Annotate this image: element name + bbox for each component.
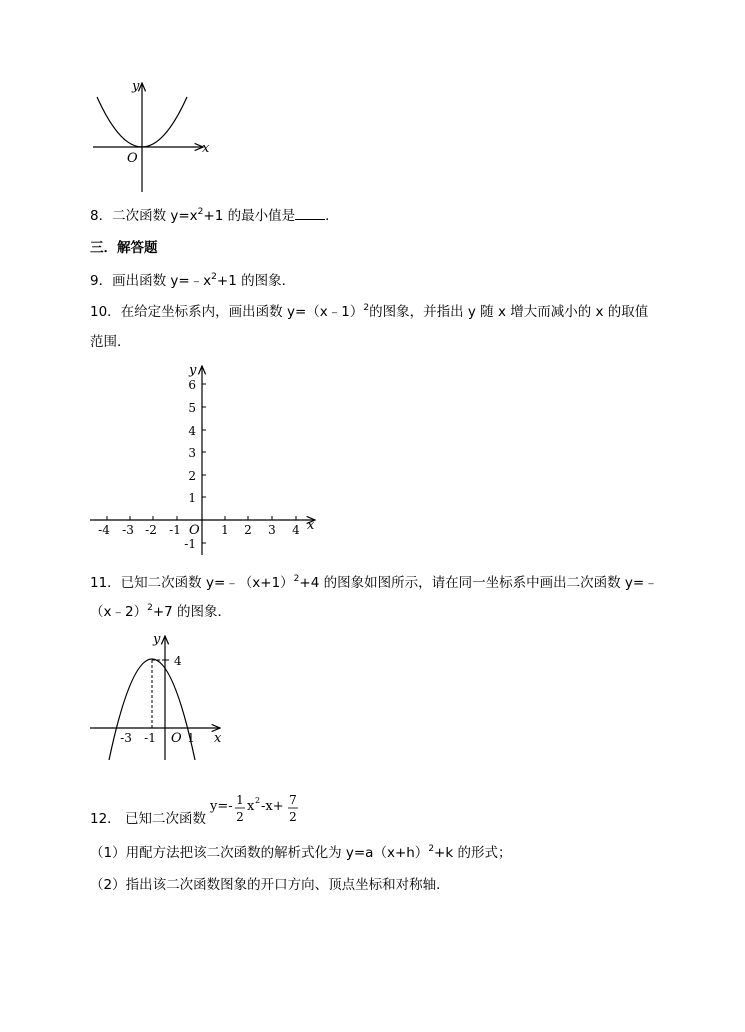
x-tick-label: -2 — [145, 523, 157, 537]
question-10-line2: 范围． — [90, 334, 131, 350]
y-tick-label: 3 — [188, 446, 196, 460]
svg-text:-x+: -x+ — [261, 799, 284, 814]
x-tick-label: 1 — [221, 523, 229, 537]
x-axis-label: x — [307, 518, 315, 533]
answer-blank[interactable] — [295, 207, 325, 220]
question-12: 12． 已知二次函数 — [90, 811, 206, 827]
graph-parabola-downward — [85, 630, 235, 765]
x-axis-label: x — [202, 141, 210, 156]
y-tick-label: 5 — [188, 401, 196, 415]
svg-text:2: 2 — [236, 810, 244, 824]
question-8: 8．二次函数 $y=x^2+1$ 的最小值是 ． — [90, 207, 339, 224]
y-tick-label: 6 — [188, 378, 196, 392]
x-tick-label: 3 — [268, 523, 276, 537]
y-tick-label: -1 — [184, 537, 196, 551]
question-11-line2: （x﹣2）$^2$+7 的图象． — [90, 603, 232, 620]
x-axis-label: x — [214, 731, 222, 746]
question-9: 9．画出函数 $y=﹣x^2+1$ 的图象． — [90, 272, 296, 289]
x-tick-label: -1 — [169, 523, 181, 537]
y-ticks — [202, 384, 206, 543]
origin-label: O — [127, 151, 138, 166]
y-tick-label: 2 — [188, 469, 196, 483]
y-tick-label: 1 — [188, 491, 196, 505]
x-tick-label: -3 — [120, 731, 132, 745]
y-tick-label: 4 — [188, 424, 196, 438]
origin-label: O — [189, 523, 200, 538]
y-tick-label: 4 — [174, 654, 182, 668]
x-tick-label: 4 — [292, 523, 300, 537]
x-tick-label: 1 — [187, 731, 195, 745]
x-tick-label: 2 — [244, 523, 252, 537]
x-tick-label: -1 — [144, 731, 156, 745]
y-axis-label: y — [132, 79, 140, 94]
y-axis-label: y — [189, 363, 197, 378]
svg-text:7: 7 — [289, 793, 297, 807]
x-tick-label: -3 — [122, 523, 134, 537]
x-tick-label: -4 — [98, 523, 110, 537]
graph-coordinate-system — [85, 362, 325, 562]
origin-label: O — [171, 731, 182, 746]
svg-text:x: x — [247, 799, 255, 814]
graph-parabola-upward — [85, 75, 225, 205]
question-11-line1: 11．已知二次函数 $y=﹣(x+1)^2+4$ 的图象如图所示，请在同一坐标系中画出二次函数 y=﹣ — [90, 574, 658, 591]
question-12-part2: （2）指出该二次函数图象的开口方向、顶点坐标和对称轴． — [90, 877, 450, 893]
svg-text:y=-: y=- — [210, 799, 233, 814]
question-12-part1: （1）用配方法把该二次函数的解析式化为 $y=a(x+h)^2+k$ 的形式； — [90, 844, 512, 861]
y-axis-label: y — [153, 632, 161, 647]
svg-text:1: 1 — [236, 793, 244, 807]
formula — [210, 790, 310, 830]
question-10-line1: 10．在给定坐标系内，画出函数 y=（x﹣1）$^2$的图象，并指出 y 随 x 增大而减小的 x 的取值 — [90, 303, 649, 320]
svg-text:2: 2 — [255, 796, 261, 805]
section-title: 三．解答题 — [90, 240, 158, 256]
svg-text:2: 2 — [289, 810, 297, 824]
